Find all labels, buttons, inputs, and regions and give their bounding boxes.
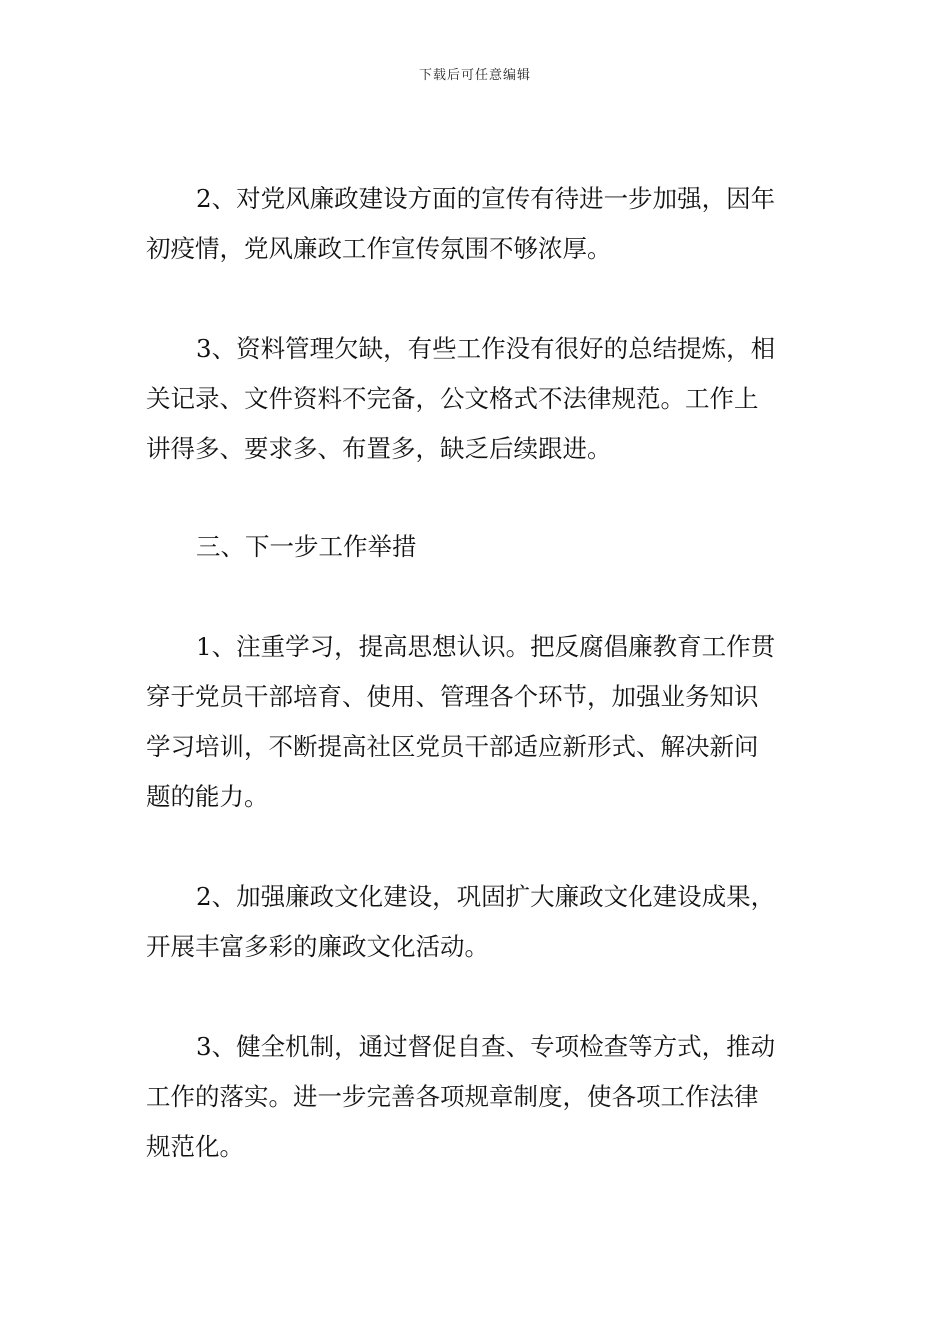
- paragraph-line: 规范化。: [146, 1132, 244, 1161]
- paragraph-line: 开展丰富多彩的廉政文化活动。: [146, 932, 489, 961]
- paragraph-line: 工作的落实。进一步完善各项规章制度，使各项工作法律: [146, 1082, 759, 1111]
- section-heading-text: 三、下一步工作举措: [196, 532, 417, 561]
- paragraph-line: 初疫情，党风廉政工作宣传氛围不够浓厚。: [146, 234, 612, 263]
- paragraph-culture-measure: [146, 872, 775, 972]
- paragraph-mechanism-measure: [146, 1022, 775, 1172]
- paragraph-line: 2、对党风廉政建设方面的宣传有待进一步加强，因年: [196, 184, 776, 213]
- paragraph-line: 关记录、文件资料不完备，公文格式不法律规范。工作上: [146, 384, 759, 413]
- paragraph-line: 学习培训，不断提高社区党员干部适应新形式、解决新问: [146, 732, 759, 761]
- paragraph-line: 穿于党员干部培育、使用、管理各个环节，加强业务知识: [146, 682, 759, 711]
- paragraph-study-measure: [146, 622, 775, 822]
- paragraph-line: 3、健全机制，通过督促自查、专项检查等方式，推动: [196, 1032, 776, 1061]
- paragraph-line: 3、资料管理欠缺，有些工作没有很好的总结提炼，相: [196, 334, 776, 363]
- paragraph-line: 1、注重学习，提高思想认识。把反腐倡廉教育工作贯: [196, 632, 776, 661]
- paragraph-records-issue: [146, 324, 775, 474]
- paragraph-line: 2、加强廉政文化建设，巩固扩大廉政文化建设成果，: [196, 882, 776, 911]
- paragraph-publicity-issue: [146, 174, 775, 274]
- paragraph-line: 题的能力。: [146, 782, 269, 811]
- paragraph-line: 讲得多、要求多、布置多，缺乏后续跟进。: [146, 434, 612, 463]
- page-header: 下载后可任意编辑: [418, 68, 531, 83]
- section-heading-next-steps: [146, 522, 417, 572]
